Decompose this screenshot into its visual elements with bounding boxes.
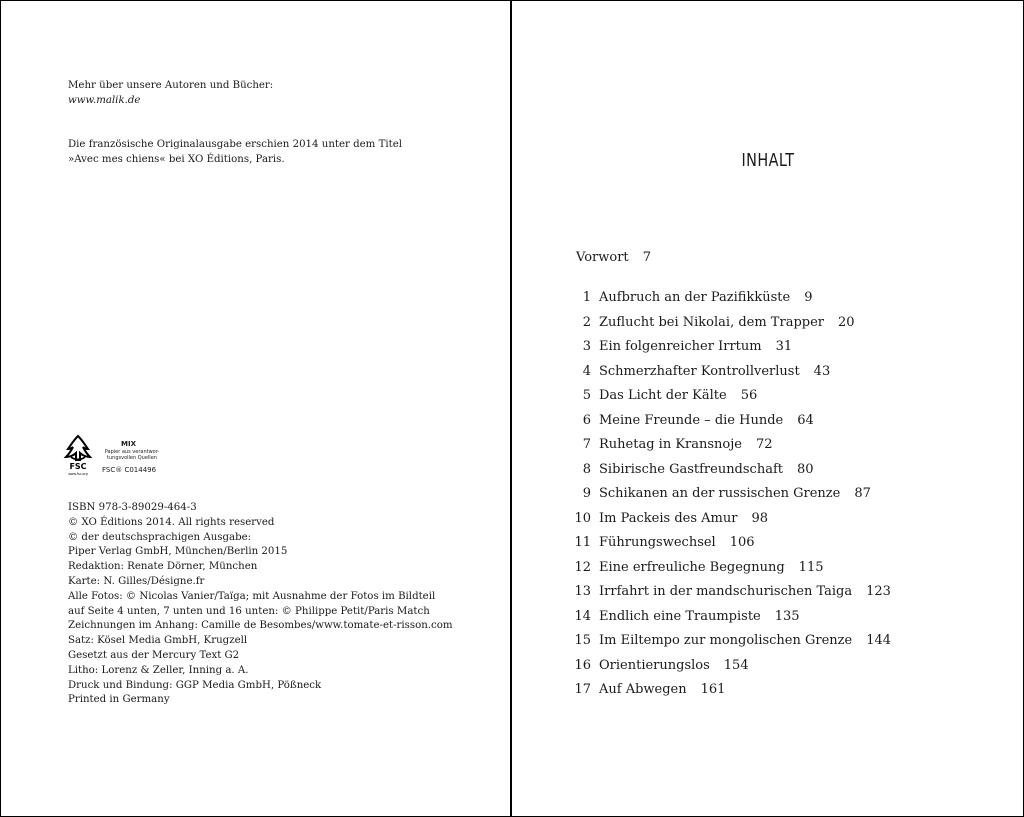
imprint-line: Druck und Bindung: GGP Media GmbH, Pößneck (68, 679, 322, 691)
toc-entry[interactable] (565, 435, 891, 460)
imprint-line: ISBN 978-3-89029-464-3 (68, 502, 197, 513)
toc-chapter-number: 14 (574, 608, 591, 624)
authors-line: Mehr über unsere Autoren und Bücher: (68, 80, 274, 91)
toc-chapter-title: Orientierungslos (599, 657, 710, 673)
fsc-code: FSC® C014496 (102, 466, 157, 474)
toc-chapter-title: Irrfahrt in der mandschurischen Taiga (599, 584, 853, 599)
toc-entry[interactable] (565, 631, 891, 656)
toc-preface-entry[interactable] (576, 250, 651, 265)
fsc-paper-line: tungsvollen Quellen (107, 454, 157, 461)
toc-chapter-number: 8 (582, 461, 591, 477)
toc-chapter-title: Zuflucht bei Nikolai, dem Trapper (599, 314, 824, 330)
toc-chapter-title: Das Licht der Kälte (599, 388, 727, 403)
toc-chapter-title: Im Packeis des Amur (599, 510, 738, 526)
toc-page-number: 98 (751, 510, 768, 526)
fsc-tree-logo-icon (62, 433, 94, 477)
toc-chapter-title: Schmerzhafter Kontrollverlust (599, 363, 800, 379)
toc-page-number: 161 (700, 682, 726, 697)
fsc-paper-line: Papier aus verantwor- (104, 449, 160, 455)
original-edition-line: »Avec mes chiens« bei XO Éditions, Paris. (68, 153, 285, 165)
toc-page-number: 20 (838, 314, 855, 330)
toc-title: INHALT (741, 150, 795, 171)
imprint-line: © der deutschsprachigen Ausgabe: (68, 531, 252, 543)
toc-chapter-number: 15 (574, 633, 591, 648)
toc-page-number: 115 (798, 559, 824, 575)
toc-preface-page: 7 (642, 250, 652, 265)
toc-chapter-number: 9 (582, 486, 591, 501)
toc-chapter-title: Im Eiltempo zur mongolischen Grenze (599, 633, 853, 648)
toc-page-number: 135 (774, 608, 800, 624)
toc-entry[interactable] (565, 288, 891, 313)
toc-preface-title: Vorwort (576, 250, 629, 265)
toc-chapter-title: Sibirische Gastfreundschaft (599, 461, 783, 477)
imprint-line: Piper Verlag GmbH, München/Berlin 2015 (68, 546, 288, 558)
toc-chapter-number: 1 (582, 290, 591, 305)
imprint-line: Printed in Germany (68, 694, 170, 706)
fsc-paper-note (102, 450, 162, 461)
toc-chapter-title: Führungswechsel (599, 535, 716, 550)
toc-chapter-number: 16 (574, 657, 591, 673)
website-link[interactable]: www.malik.de (68, 94, 141, 106)
toc-chapter-title: Meine Freunde – die Hunde (599, 412, 784, 428)
imprint (68, 501, 453, 708)
toc-page-number: 154 (723, 657, 749, 673)
toc-chapter-number: 2 (582, 314, 591, 330)
toc-chapter-title: Ein folgenreicher Irrtum (599, 339, 762, 354)
toc-chapter-title: Eine erfreuliche Begegnung (599, 559, 785, 575)
original-edition-line: Die französische Originalausgabe erschien 2014 unter dem Titel (68, 139, 402, 150)
toc-page-number: 9 (804, 290, 813, 305)
toc-page-number: 31 (775, 339, 793, 354)
fsc-site: www.fsc.org (68, 472, 88, 476)
toc-chapter-title: Auf Abwegen (599, 682, 687, 697)
authors-info (68, 79, 273, 109)
toc-entry[interactable] (565, 386, 891, 411)
fsc-mark (62, 433, 167, 477)
fsc-mix-label: MIX (121, 440, 136, 448)
toc-chapter-number: 13 (574, 584, 591, 599)
toc-page-number: 144 (866, 633, 892, 648)
imprint-line: Karte: N. Gilles/Désigne.fr (68, 575, 205, 587)
imprint-line: Gesetzt aus der Mercury Text G2 (68, 649, 240, 661)
original-edition-note (68, 138, 402, 168)
toc-chapter-title: Aufbruch an der Pazifikküste (599, 290, 791, 305)
toc-entry[interactable] (565, 558, 891, 583)
toc-entry[interactable] (565, 484, 891, 509)
toc-chapter-title: Endlich eine Traumpiste (599, 608, 761, 624)
toc-chapter-number: 5 (582, 388, 591, 403)
toc-page-number: 56 (740, 388, 758, 403)
imprint-line: Satz: Kösel Media GmbH, Krugzell (68, 635, 248, 647)
toc-entry[interactable] (565, 582, 891, 607)
toc-page-number: 106 (729, 535, 755, 550)
toc-chapter-number: 10 (574, 510, 591, 526)
fsc-label: FSC (69, 462, 87, 471)
toc-chapter-title: Schikanen an der russischen Grenze (599, 486, 841, 501)
toc-list (565, 288, 891, 705)
toc-chapter-number: 17 (574, 682, 591, 697)
toc-entry[interactable] (565, 411, 891, 436)
toc-page-number: 43 (813, 363, 831, 379)
toc-chapter-number: 4 (582, 363, 591, 379)
toc-page-number: 72 (755, 437, 773, 452)
toc-page-number: 64 (797, 412, 814, 428)
toc-chapter-number: 12 (574, 559, 591, 575)
imprint-line: auf Seite 4 unten, 7 unten und 16 unten: © Philippe Petit/Paris Match (68, 605, 430, 617)
toc-entry[interactable] (565, 607, 891, 632)
toc-entry[interactable] (565, 680, 891, 705)
toc-page-number: 87 (854, 486, 871, 501)
toc-entry[interactable] (565, 460, 891, 485)
toc-entry[interactable] (565, 509, 891, 534)
imprint-line: Redaktion: Renate Dörner, München (68, 561, 258, 573)
toc-chapter-number: 3 (582, 339, 591, 354)
left-page (0, 0, 510, 817)
toc-entry[interactable] (565, 337, 891, 362)
imprint-line: © XO Éditions 2014. All rights reserved (68, 516, 275, 528)
toc-entry[interactable] (565, 313, 891, 338)
toc-entry[interactable] (565, 656, 891, 681)
toc-chapter-title: Ruhetag in Kransnoje (599, 437, 742, 452)
toc-chapter-number: 7 (582, 437, 591, 452)
toc-entry[interactable] (565, 533, 891, 558)
toc-page-number: 123 (866, 584, 891, 599)
toc-entry[interactable] (565, 362, 891, 387)
imprint-line: Zeichnungen im Anhang: Camille de Besombes/www.tomate-et-risson.com (68, 620, 453, 632)
toc-page-number: 80 (797, 461, 814, 477)
imprint-line: Alle Fotos: © Nicolas Vanier/Taïga; mit Ausnahme der Fotos im Bildteil (68, 590, 436, 602)
toc-chapter-number: 11 (574, 535, 591, 550)
toc-chapter-number: 6 (582, 412, 591, 428)
imprint-line: Litho: Lorenz & Zeller, Inning a. A. (68, 664, 249, 676)
